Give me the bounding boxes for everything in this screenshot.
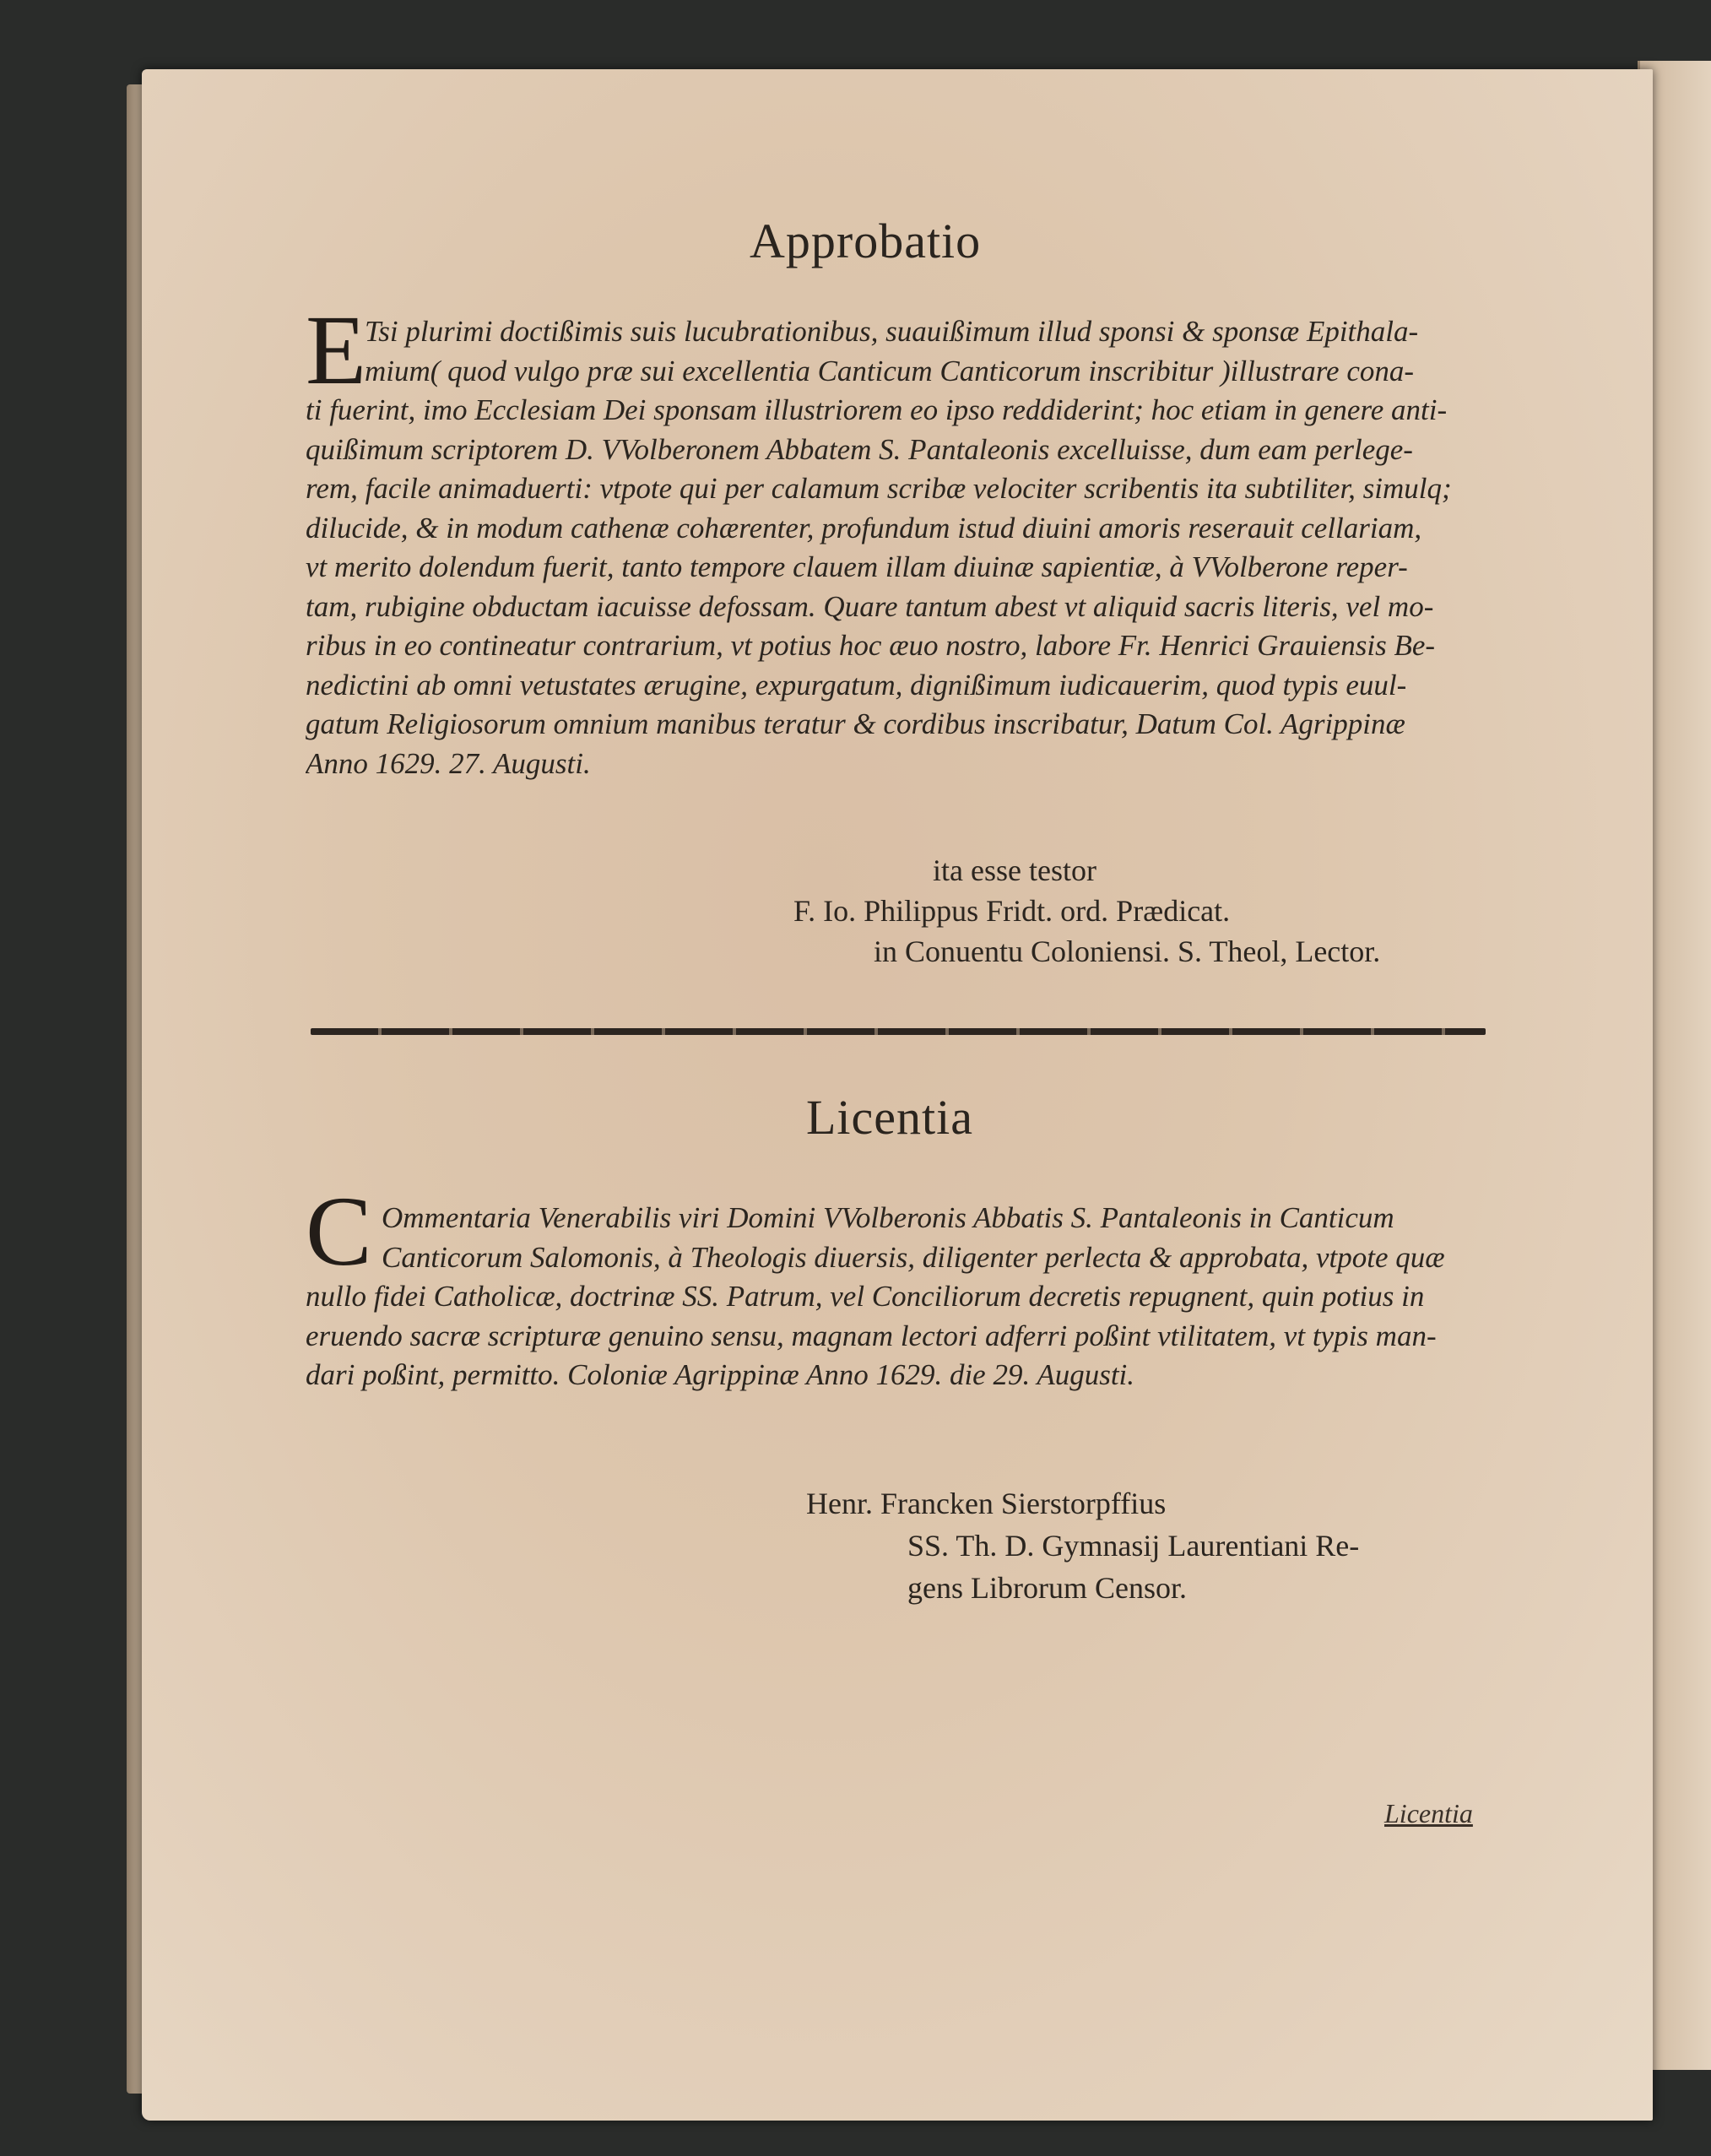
licentia-line: Canticorum Salomonis, à Theologis diuersis, diligenter perlecta & approbata, vtpote quæ	[382, 1240, 1445, 1274]
licentia-signature-line: Henr. Francken Sierstorpffius	[806, 1487, 1167, 1520]
licentia-line: nullo fidei Catholicæ, doctrinæ SS. Patrum, vel Conciliorum decretis repugnent, quin potius in	[306, 1280, 1425, 1313]
licentia-heading: Licentia	[806, 1090, 974, 1145]
licentia-dropcap: C	[306, 1176, 372, 1287]
approbatio-line: mium( quod vulgo præ sui excellentia Canticum Canticorum inscribitur )illustrare cona-	[365, 354, 1415, 387]
approbatio-signature-line: ita esse testor	[933, 853, 1096, 887]
approbatio-line: ribus in eo contineatur contrarium, vt potius hoc æuo nostro, labore Fr. Henrici Grauiensis Be-	[306, 629, 1436, 662]
licentia-signature-line: SS. Th. D. Gymnasij Laurentiani Re-	[907, 1529, 1360, 1563]
approbatio-line: Tsi plurimi doctißimis suis lucubrationibus, suauißimum illud sponsi & sponsæ Epithala-	[365, 315, 1419, 348]
approbatio-line: nedictini ab omni vetustates ærugine, expurgatum, dignißimum iudicauerim, quod typis euul-	[306, 668, 1407, 702]
licentia-line: Ommentaria Venerabilis viri Domini VVolberonis Abbatis S. Pantaleonis in Canticum	[382, 1201, 1394, 1234]
approbatio-body	[306, 312, 1487, 783]
licentia-line: dari poßint, permitto. Coloniæ Agrippinæ Anno 1629. die 29. Augusti.	[306, 1358, 1135, 1391]
approbatio-dropcap: E	[306, 295, 367, 405]
approbatio-signature-line: in Conuentu Coloniensi. S. Theol, Lector.	[874, 934, 1381, 968]
approbatio-line: dilucide, & in modum cathenæ cohærenter, profundum istud diuini amoris reserauit cellariam,	[306, 511, 1422, 544]
section-divider-rule	[311, 1028, 1486, 1035]
approbatio-line: vt merito dolendum fuerit, tanto tempore clauem illam diuinæ sapientiæ, à VVolberone reper-	[306, 550, 1408, 583]
licentia-line: eruendo sacræ scripturæ genuino sensu, magnam lectori adferri poßint vtilitatem, vt typis man-	[306, 1319, 1437, 1352]
approbatio-line: ti fuerint, imo Ecclesiam Dei sponsam illustriorem eo ipso reddiderint; hoc etiam in genere anti-	[306, 393, 1448, 426]
approbatio-line: Anno 1629. 27. Augusti.	[306, 746, 591, 780]
approbatio-line: tam, rubigine obductam iacuisse defossam. Quare tantum abest vt aliquid sacris literis, vel mo-	[306, 589, 1434, 623]
approbatio-line: quißimum scriptorem D. VVolberonem Abbatem S. Pantaleonis excelluisse, dum eam perlege-	[306, 432, 1413, 466]
licentia-body	[306, 1199, 1487, 1395]
catchword: Licentia	[1384, 1798, 1473, 1828]
approbatio-line: rem, facile animaduerti: vtpote qui per calamum scribæ velociter scribentis ita subtiliter, simulq;	[306, 472, 1452, 505]
approbatio-line: gatum Religiosorum omnium manibus teratur & cordibus inscribatur, Datum Col. Agrippinæ	[306, 707, 1405, 740]
approbatio-heading: Approbatio	[750, 214, 982, 268]
approbatio-signature-line: F. Io. Philippus Fridt. ord. Prædicat.	[793, 894, 1231, 928]
licentia-signature-line: gens Librorum Censor.	[907, 1571, 1187, 1605]
